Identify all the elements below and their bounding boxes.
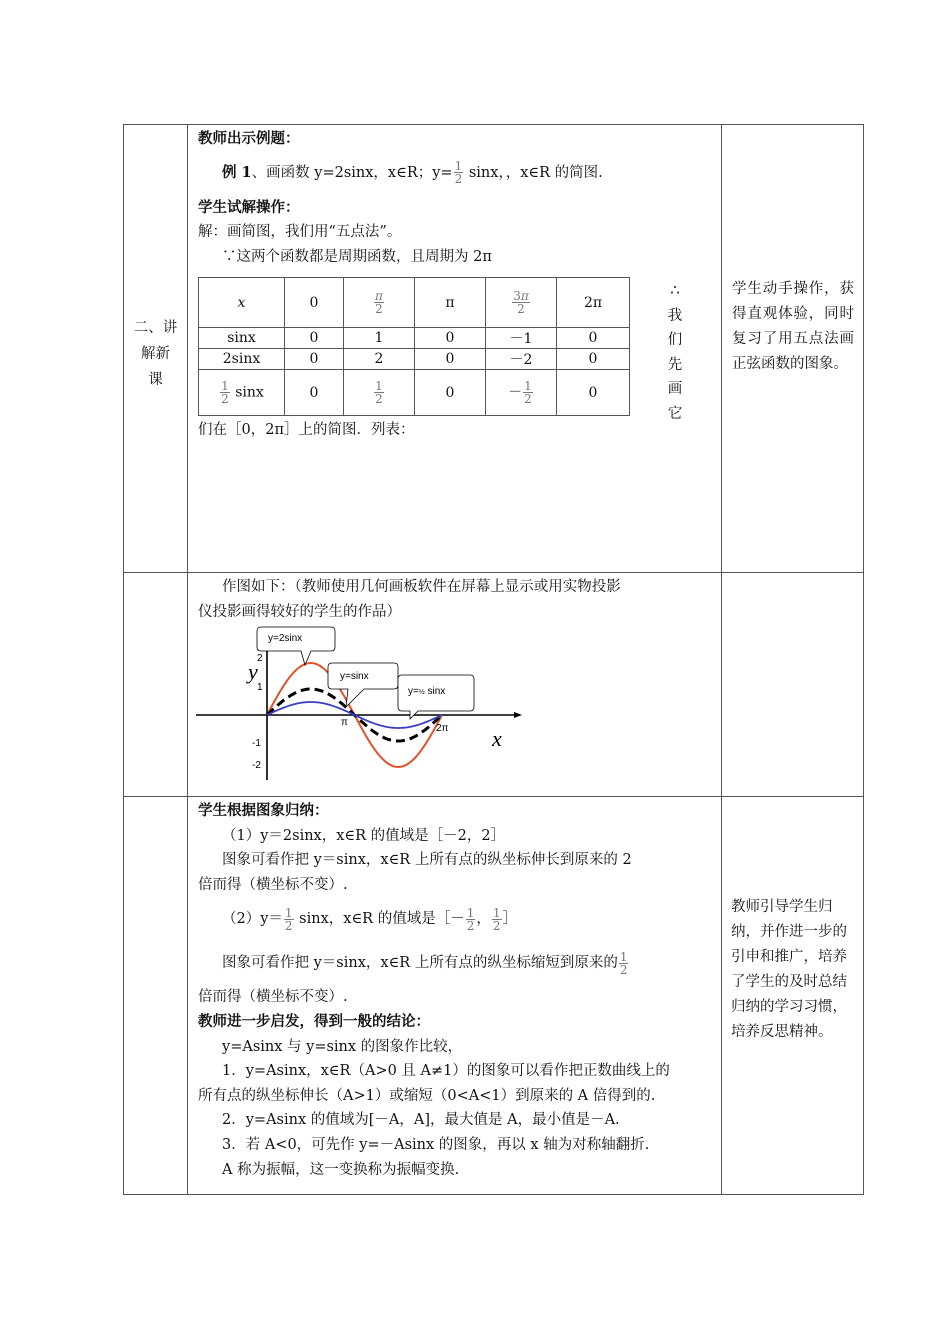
after-table-line: 们在［0，2π］上的简图．列表：	[198, 422, 415, 439]
label-half-suffix: sinx	[424, 686, 446, 697]
vertical-char: 们	[667, 332, 683, 348]
table-header-cell: 2π	[557, 278, 630, 328]
summary-line: 1．y=Asinx，x∈R（A>0 且 A≠1）的图象可以看作把正数曲线上的	[222, 1063, 670, 1080]
example-text-b: sinx，，x∈R 的简图.	[464, 164, 603, 181]
table-header-cell: $\frac{3\pi}{2}$	[486, 278, 557, 328]
label-sinx: y=sinx	[340, 671, 369, 682]
table-cell: －1	[486, 328, 557, 349]
label-half-sinx: y=½ sinx	[408, 686, 446, 697]
x-arrow-icon	[514, 712, 522, 718]
example-prefix: 例 1	[222, 163, 252, 181]
table-row	[199, 370, 630, 416]
tick-label: 1	[257, 682, 263, 693]
table-cell: 2	[344, 349, 415, 370]
vertical-char: 画	[667, 381, 683, 397]
vertical-char: 它	[667, 405, 683, 422]
summary-line: A 称为振幅，这一变换称为振幅变换.	[222, 1161, 460, 1178]
summary-heading: 学生根据图象归纳：	[198, 802, 329, 819]
tick-label: -2	[252, 760, 261, 771]
row-example	[124, 125, 864, 573]
table-header-cell: x	[199, 278, 285, 328]
table-cell: － $\frac{1}{2}$	[486, 370, 557, 416]
label-2sinx: y=2sinx	[268, 633, 303, 644]
row-graph	[124, 573, 864, 797]
because-line: ∵这两个函数都是周期函数，且周期为 2π	[222, 248, 492, 265]
vertical-text	[664, 279, 686, 426]
fraction-num: 1	[284, 905, 293, 920]
empty-cell	[124, 797, 188, 1195]
callout-half-sinx	[398, 675, 474, 719]
text-part: ，	[476, 911, 491, 928]
solution-line: 解：画简图，我们用“五点法”。	[198, 224, 402, 241]
callout-sinx	[328, 663, 398, 707]
summary-line: （2）y＝ $\frac{1}{2}$ sinx，x∈R 的值域是［－ $\frac{1}{2}$ ， $\frac{1}{2}$ ］	[222, 905, 517, 933]
text-part: 图象可看作把 y＝sinx，x∈R 上所有点的纵坐标缩短到原来的	[222, 955, 618, 972]
graph-cell	[188, 573, 722, 797]
table-header-cell: 0	[285, 278, 344, 328]
summary-line: y=Asinx 与 y=sinx 的图象作比较，	[222, 1038, 463, 1055]
section-label-line: 二、讲	[133, 320, 178, 336]
table-cell: 0	[285, 370, 344, 416]
summary-line: 3．若 A<0，可先作 y=－Asinx 的图象，再以 x 轴为对称轴翻折.	[222, 1136, 650, 1153]
fraction-den: 2	[284, 918, 293, 933]
table-cell: 0	[557, 370, 630, 416]
tick-label: 2	[257, 653, 263, 664]
empty-cell	[124, 573, 188, 797]
summary-line: 倍而得（横坐标不变）.	[198, 989, 348, 1006]
graph-intro-line: 作图如下：（教师使用几何画板软件在屏幕上显示或用实物投影	[222, 579, 621, 595]
lesson-table	[123, 124, 864, 1195]
text-part: sinx，x∈R 的值域是［－	[294, 911, 465, 928]
fraction-num: 1	[454, 159, 463, 174]
tick-label: π	[341, 717, 348, 728]
row-summary	[124, 797, 864, 1195]
student-heading: 学生试解操作：	[198, 198, 300, 216]
label-half-prefix: y=	[408, 686, 419, 697]
summary-line: 2．y=Asinx 的值域为[－A，A]，最大值是 A，最小值是－A.	[222, 1112, 620, 1129]
half-fraction	[454, 160, 464, 185]
summary-cell	[188, 797, 722, 1195]
table-cell: 0	[415, 328, 486, 349]
section-label-cell	[124, 125, 188, 573]
x-axis-label: x	[492, 726, 502, 751]
teacher-heading: 教师出示例题：	[198, 130, 300, 147]
table-cell: sinx	[199, 328, 285, 349]
example-text-a: 、画函数 y=2sinx，x∈R；y=	[251, 164, 453, 181]
text-part: ］	[502, 911, 517, 928]
empty-cell	[722, 573, 864, 797]
text-part: （2）y＝	[222, 911, 283, 928]
table-cell: 2sinx	[199, 349, 285, 370]
table-cell: 0	[285, 349, 344, 370]
note-cell: 教师引导学生归纳，并作进一步的引申和推广，培养了学生的及时总结归纳的学习习惯，培养反思精神。	[722, 797, 864, 1195]
note-cell: 学生动手操作，获得直观体验，同时复习了用五点法画正弦函数的图象。	[722, 125, 864, 573]
table-row	[199, 278, 630, 328]
graph-intro-line: 仪投影画得较好的学生的作品）	[198, 603, 401, 620]
vertical-char: 先	[667, 356, 683, 373]
table-cell: $\frac{1}{2}$	[344, 370, 415, 416]
summary-line: 图象可看作把 y＝sinx，x∈R 上所有点的纵坐标缩短到原来的 $\frac{1}{2}$	[222, 949, 628, 977]
table-cell: 0	[557, 328, 630, 349]
table-row	[199, 328, 630, 349]
table-cell: 0	[285, 328, 344, 349]
table-cell: 0	[415, 370, 486, 416]
table-row	[199, 349, 630, 370]
table-cell: －2	[486, 349, 557, 370]
sine-graph	[196, 625, 526, 783]
summary-line: 所有点的纵坐标伸长（A>1）或缩短（0<A<1）到原来的 A 倍得到的.	[198, 1087, 656, 1104]
summary-line: （1）y＝2sinx，x∈R 的值域是［－2，2］	[222, 827, 506, 844]
table-cell: 0	[557, 349, 630, 370]
vertical-char: 我	[667, 307, 683, 324]
example-line	[198, 156, 713, 190]
section-label-line: 解新	[141, 346, 170, 362]
fraction-den: 2	[454, 172, 463, 187]
section-label-line: 课	[148, 372, 163, 388]
summary-heading: 教师进一步启发，得到一般的结论：	[198, 1012, 430, 1030]
table-cell: 1	[344, 328, 415, 349]
value-table	[198, 277, 630, 416]
tick-label: -1	[252, 738, 261, 749]
vertical-char: ∴	[670, 283, 680, 299]
summary-line: 图象可看作把 y＝sinx，x∈R 上所有点的纵坐标伸长到原来的 2	[222, 852, 632, 869]
table-cell: $\frac{1}{2}$ sinx	[199, 370, 285, 416]
example-cell	[188, 125, 722, 573]
table-header-cell: $\frac{\pi}{2}$	[344, 278, 415, 328]
table-header-cell: π	[415, 278, 486, 328]
table-cell: 0	[415, 349, 486, 370]
summary-line: 倍而得（横坐标不变）.	[198, 876, 348, 893]
y-axis-label: y	[248, 659, 258, 684]
tick-label: 2π	[436, 723, 449, 734]
